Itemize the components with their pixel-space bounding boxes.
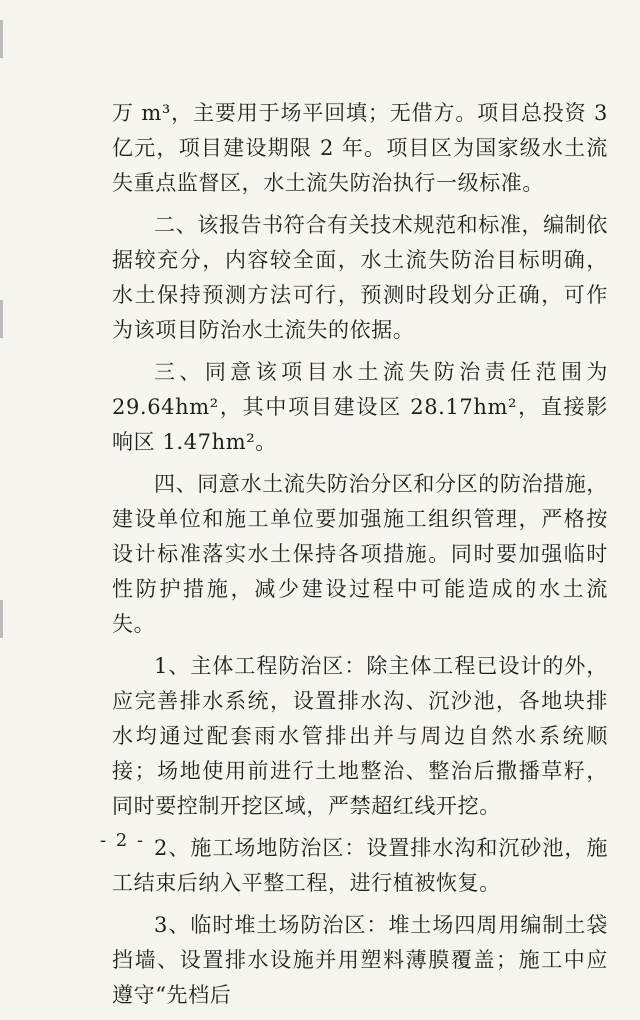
paragraph-3: 三、同意该项目水土流失防治责任范围为 29.64hm²，其中项目建设区 28.17hm²，直接影响区 1.47hm²。 — [112, 360, 608, 454]
scan-edge-mark — [0, 600, 3, 638]
paragraph-1: 万 m³，主要用于场平回填；无借方。项目总投资 3 亿元，项目建设期限 2 年。项目区为国家级水土流失重点监督区，水土流失防治执行一级标准。 — [112, 101, 608, 195]
page-number: - 2 - — [100, 830, 146, 851]
paragraph-4: 四、同意水土流失防治分区和分区的防治措施，建设单位和施工单位要加强施工组织管理，严格按设计标准落实水土保持各项措施。同时要加强临时性防护措施，减少建设过程中可能造成的水土流失。 — [112, 472, 608, 636]
paragraph-2: 二、该报告书符合有关技术规范和标准，编制依据较充分，内容较全面，水土流失防治目标明确，水土保持预测方法可行，预测时段划分正确，可作为该项目防治水土流失的依据。 — [112, 213, 608, 342]
document-body — [112, 96, 608, 1020]
paragraph-7: 3、临时堆土场防治区：堆土场四周用编制土袋挡墙、设置排水设施并用塑料薄膜覆盖；施工中应遵守“先档后 — [112, 913, 608, 1007]
paragraph-5: 1、主体工程防治区：除主体工程已设计的外，应完善排水系统，设置排水沟、沉沙池，各地块排水均通过配套雨水管排出并与周边自然水系统顺接；场地使用前进行土地整治、整治后撒播草籽，同时要控制开挖区域，严禁超红线开挖。 — [112, 654, 608, 818]
scan-edge-mark — [0, 300, 3, 338]
scan-edge-mark — [0, 20, 3, 58]
paragraph-6: 2、施工场地防治区：设置排水沟和沉砂池，施工结束后纳入平整工程，进行植被恢复。 — [112, 836, 608, 895]
